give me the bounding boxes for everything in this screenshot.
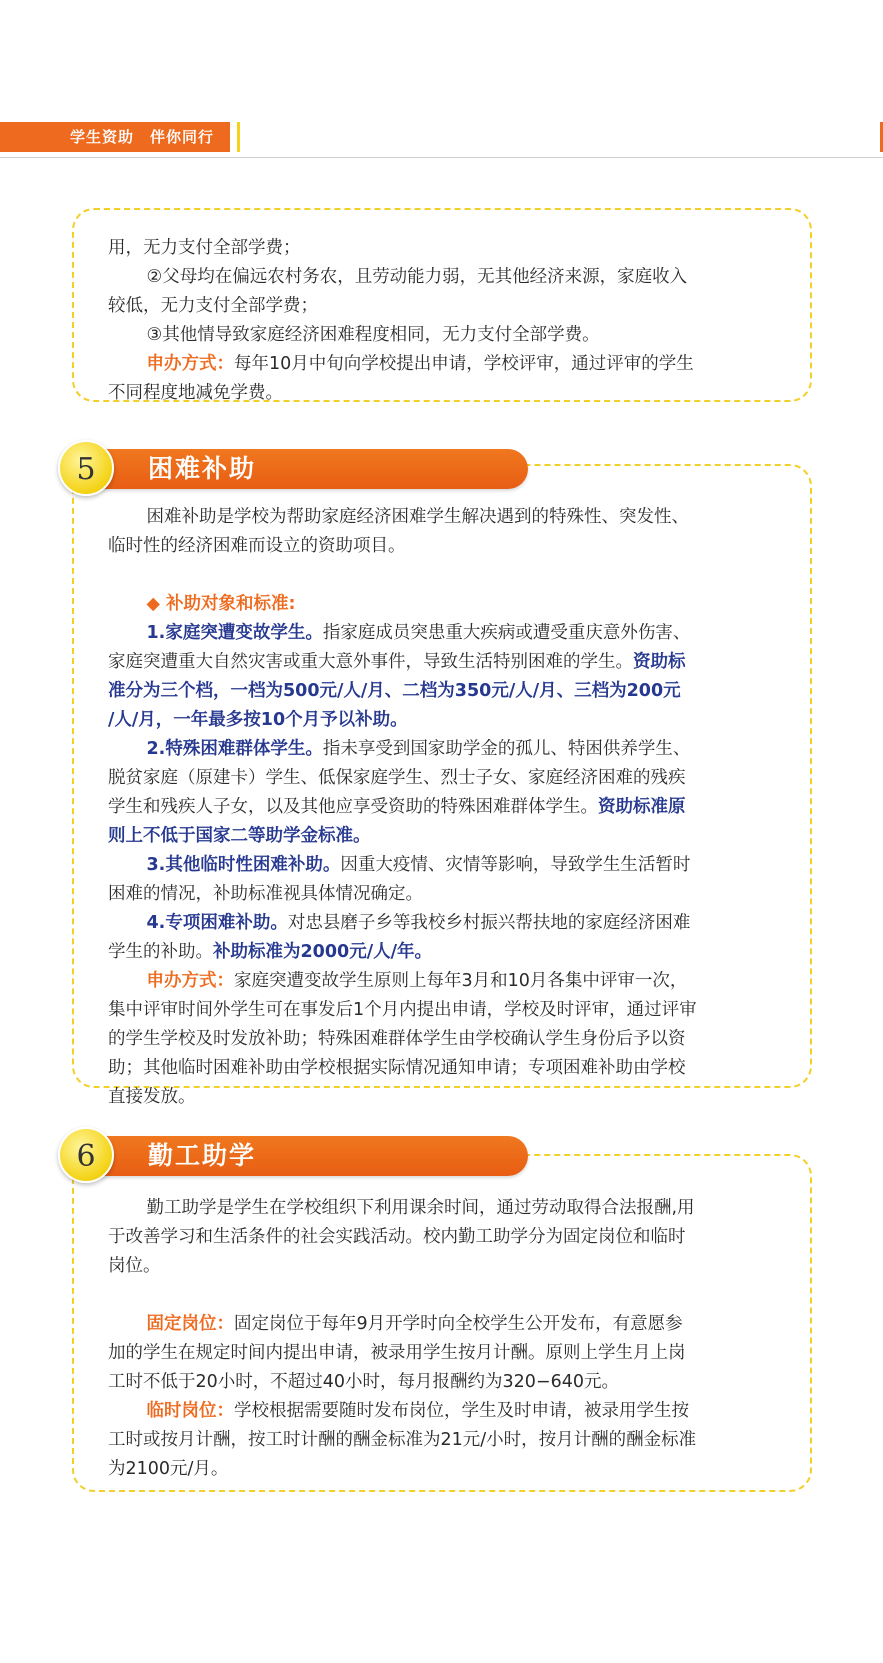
- box1-line3: 较低，无力支付全部学费；: [108, 296, 318, 316]
- section6-content: 勤工助学是学生在学校组织下利用课余时间，通过劳动取得合法报酬,用 于改善学习和生活条件的社会实践活动。校内勤工助学分为固定岗位和临时 岗位。 固定岗位：固定岗位于每年9月开学时向全校学生公开发布，有意愿参 加的学生在规定时间内提出申请，被录用学生按月计酬。原则上学生月上岗 工时不低于20小时，不超过40小时，每月报酬约为320−640元。 临时岗位：学校根据需要随时发布岗位，学生及时申请，被录用学生按 工时或按月计酬，按工时计酬的酬金标准为21元/小时，按月计酬的酬金标准 为2100元/月。: [108, 1198, 697, 1479]
- box1-line1: 用，无力支付全部学费；: [108, 238, 301, 258]
- section6-number-badge: 6: [58, 1127, 114, 1183]
- apply-label: 申办方式：: [146, 354, 234, 374]
- box1-apply-cont: 不同程度地减免学费。: [108, 383, 283, 403]
- section5-number-badge: 5: [58, 440, 114, 496]
- section5-subhead: ◆ 补助对象和标准:: [146, 594, 296, 614]
- box1-line2: ②父母均在偏远农村务农，且劳动能力弱，无其他经济来源，家庭收入: [146, 267, 688, 287]
- section5-title: 困难补助: [148, 454, 257, 483]
- section5-content: 困难补助是学校为帮助家庭经济困难学生解决遇到的特殊性、突发性、 临时性的经济困难而设立的资助项目。 ◆ 补助对象和标准: 1.家庭突遭变故学生。指家庭成员突患重大疾病或遭受重庆意外伤害、 家庭突遭重大自然灾害或重大意外事件，导致生活特别困难的学生。资助标 准分为三个档，一档为500元/人/月、二档为350元/人/月、三档为200元 /人/月，一年最多按10个月予以补助。 2.特殊困难群体学生。指未享受到国家助学金的孤儿、特困供养学生、 脱贫家庭（原建卡）学生、低保家庭学生、烈士子女、家庭经济困难的残疾 学生和残疾人子女，以及其他应享受资助的特殊困难群体学生。资助标准原 则上不低于国家二等助学金标准。 3.其他临时性困难补助。因重大疫情、灾情等影响，导致学生生活暂时 困难的情况，补助标准视具体情况确定。 4.专项困难补助。对忠县磨子乡等我校乡村振兴帮扶地的家庭经济困难 学生的补助。补助标准为2000元/人/年。 申办方式：家庭突遭变故学生原则上每年3月和10月各集中评审一次， 集中评审时间外学生可在事发后1个月内提出申请，学校及时评审，通过评审 的学生学校及时发放补助；特殊困难群体学生由学校确认学生身份后予以资 助；其他临时困难补助由学校根据实际情况通知申请；专项困难补助由学校 直接发放。: [108, 503, 778, 1112]
- header-divider: [0, 157, 883, 158]
- header-title: 学生资助 伴你同行: [0, 122, 230, 152]
- box1-apply: 申办方式：每年10月中旬向学校提出申请，学校评审，通过评审的学生: [146, 354, 694, 374]
- box1-line4: ③其他情导致家庭经济困难程度相同，无力支付全部学费。: [146, 325, 600, 345]
- box1-content: [108, 234, 778, 408]
- section6-heading: [58, 1127, 528, 1183]
- section6-title: 勤工助学: [148, 1141, 257, 1170]
- header-accent: [237, 122, 240, 152]
- section5-heading: [58, 440, 528, 496]
